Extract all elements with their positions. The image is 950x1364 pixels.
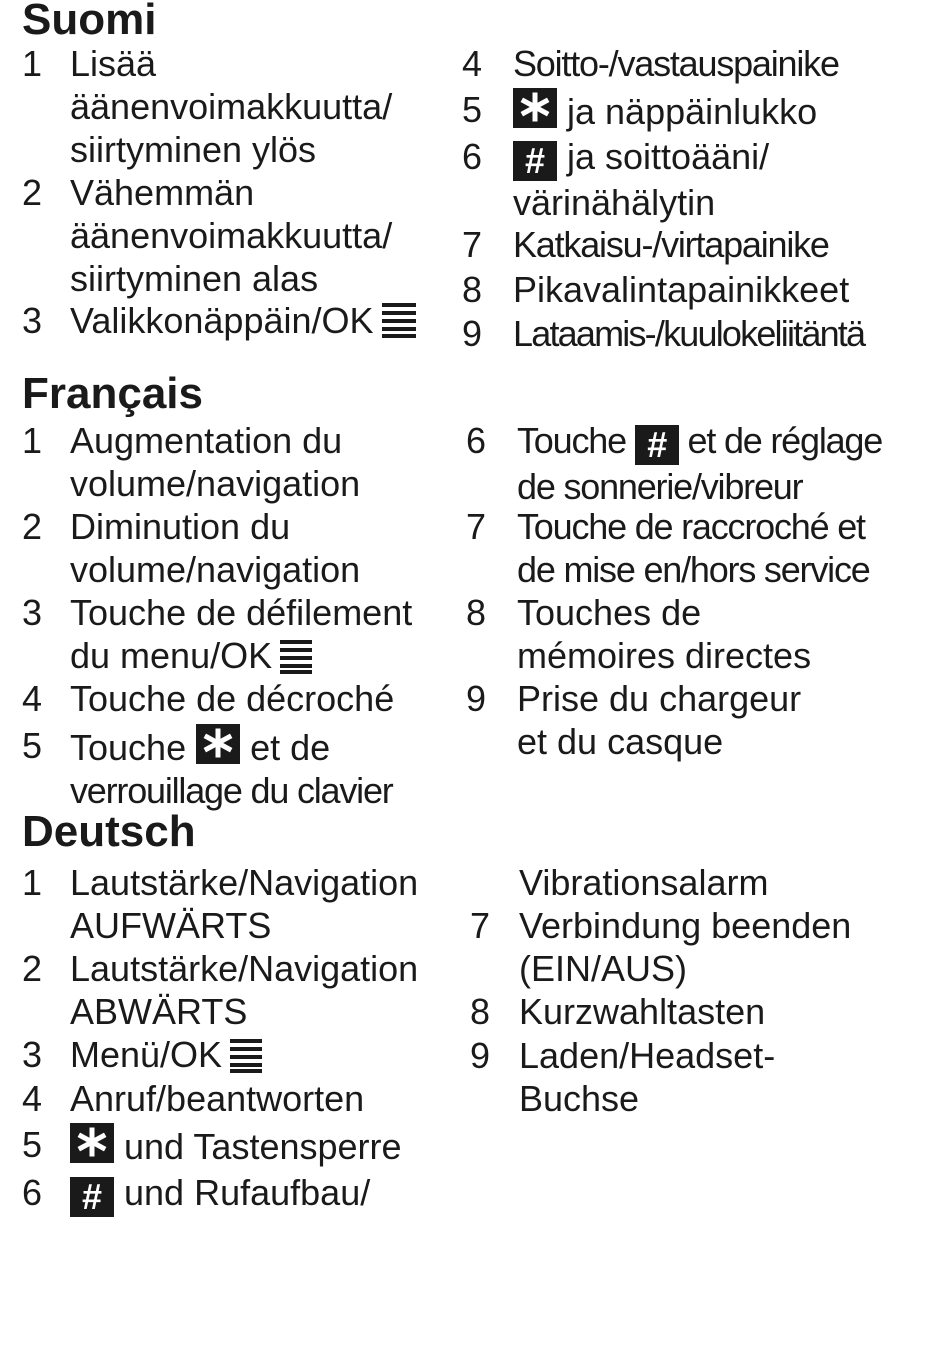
item-number: 8: [462, 269, 483, 310]
item-number: 1: [22, 43, 43, 84]
menu-icon: [380, 301, 418, 348]
item-number: 2: [22, 948, 43, 989]
item-number: 9: [462, 313, 481, 354]
item-number: 1: [22, 862, 43, 903]
hash-key-icon: #: [70, 1177, 114, 1217]
item-number: 7: [470, 905, 491, 946]
item-number: 5: [462, 89, 483, 130]
star-key-icon: [70, 1123, 114, 1163]
item-number: 4: [22, 678, 43, 719]
hash-key-icon: #: [635, 425, 679, 465]
item-number: 8: [470, 991, 491, 1032]
item-number: 8: [466, 592, 487, 633]
item-number: 6: [462, 136, 483, 177]
item-number: 3: [22, 592, 43, 633]
heading-deutsch: Deutsch: [22, 807, 196, 856]
item-number: 1: [22, 420, 43, 461]
item-number: 5: [22, 725, 43, 766]
item-number: 7: [466, 506, 485, 547]
star-key-icon: [513, 88, 557, 128]
heading-suomi: Suomi: [22, 0, 157, 44]
item-number: 6: [466, 420, 485, 461]
item-number: 2: [22, 172, 43, 213]
item-number: 4: [462, 43, 481, 84]
item-number: 3: [22, 300, 43, 341]
heading-francais: Français: [22, 369, 203, 418]
item-number: 6: [22, 1172, 43, 1213]
item-number: 9: [466, 678, 487, 719]
item-number: 3: [22, 1034, 43, 1075]
item-number: 4: [22, 1078, 43, 1119]
menu-icon: [228, 1037, 264, 1082]
item-number: 2: [22, 506, 43, 547]
hash-key-icon: #: [513, 141, 557, 181]
item-number: 9: [470, 1035, 491, 1076]
item-number: 7: [462, 224, 481, 265]
star-key-icon: [196, 724, 240, 764]
item-number: 5: [22, 1124, 43, 1165]
